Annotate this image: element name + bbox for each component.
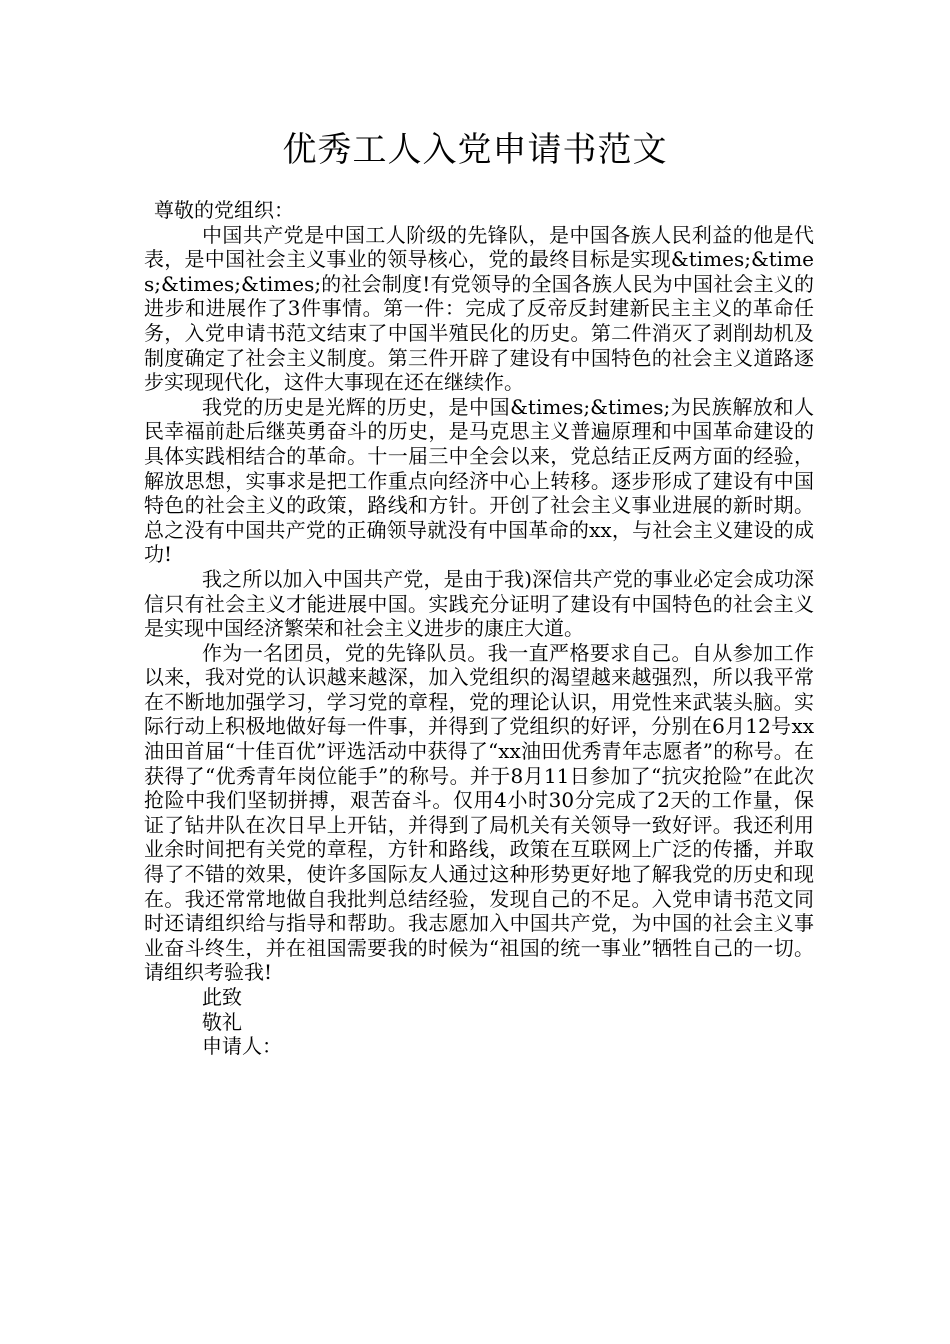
closing-salute: 敬礼 [202, 1009, 242, 1034]
paragraph-1: 中国共产党是中国工人阶级的先锋队，是中国各族人民利益的他是代表，是中国社会主义事业的领导核心，党的最终目标是实现&times;&times;&times;&times;的社会制度!有党领导的全国各族人民为中国社会主义的进步和进展作了3件事情。第一件：完成了反帝反封建新民主主义的革命任务，入党申请书范文结束了中国半殖民化的历史。第二件消灭了剥削劫机及制度确定了社会主义制度。第三件开辟了建设有中国特色的社会主义道路逐步实现现代化，这件大事现在还在继续作。 [144, 222, 814, 395]
applicant-signature: 申请人： [202, 1034, 282, 1059]
paragraph-3: 我之所以加入中国共产党，是由于我)深信共产党的事业必定会成功深信只有社会主义才能进展中国。实践充分证明了建设有中国特色的社会主义是实现中国经济繁荣和社会主义进步的康庄大道。 [144, 566, 814, 641]
closing-regards: 此致 [202, 985, 242, 1009]
paragraph-4: 作为一名团员，党的先锋队员。我一直严格要求自己。自从参加工作以来，我对党的认识越来越深，加入党组织的渴望越来越强烈，所以我平常在不断地加强学习，学习党的章程，党的理论认识，用党性来武装头脑。实际行动上积极地做好每一件事，并得到了党组织的好评，分别在6月12号xx油田首届“十佳百优”评选活动中获得了“xx油田优秀青年志愿者”的称号。在获得了“优秀青年岗位能手”的称号。并于8月11日参加了“抗灾抢险”在此次抢险中我们坚韧拼搏，艰苦奋斗。仅用4小时30分完成了2天的工作量，保证了钻井队在次日早上开钻，并得到了局机关有关领导一致好评。我还利用业余时间把有关党的章程，方针和路线，政策在互联网上广泛的传播，并取得了不错的效果，使许多国际友人通过这种形势更好地了解我党的历史和现在。我还常常地做自我批判总结经验，发现自己的不足。入党申请书范文同时还请组织给与指导和帮助。我志愿加入中国共产党，为中国的社会主义事业奋斗终生，并在祖国需要我的时候为“祖国的统一事业”牺牲自己的一切。请组织考验我! [144, 640, 814, 985]
paragraph-2: 我党的历史是光辉的历史，是中国&times;&times;为民族解放和人民幸福前赴后继英勇奋斗的历史，是马克思主义普遍原理和中国革命建设的具体实践相结合的革命。十一届三中全会以来，党总结正反两方面的经验，解放思想，实事求是把工作重点向经济中心上转移。逐步形成了建设有中国特色的社会主义的政策，路线和方针。开创了社会主义事业进展的新时期。总之没有中国共产党的正确领导就没有中国革命的xx，与社会主义建设的成功! [144, 394, 814, 567]
salutation: 尊敬的党组织： [154, 198, 294, 222]
document-body [144, 198, 814, 1059]
document-title: 优秀工人入党申请书范文 [282, 130, 668, 170]
